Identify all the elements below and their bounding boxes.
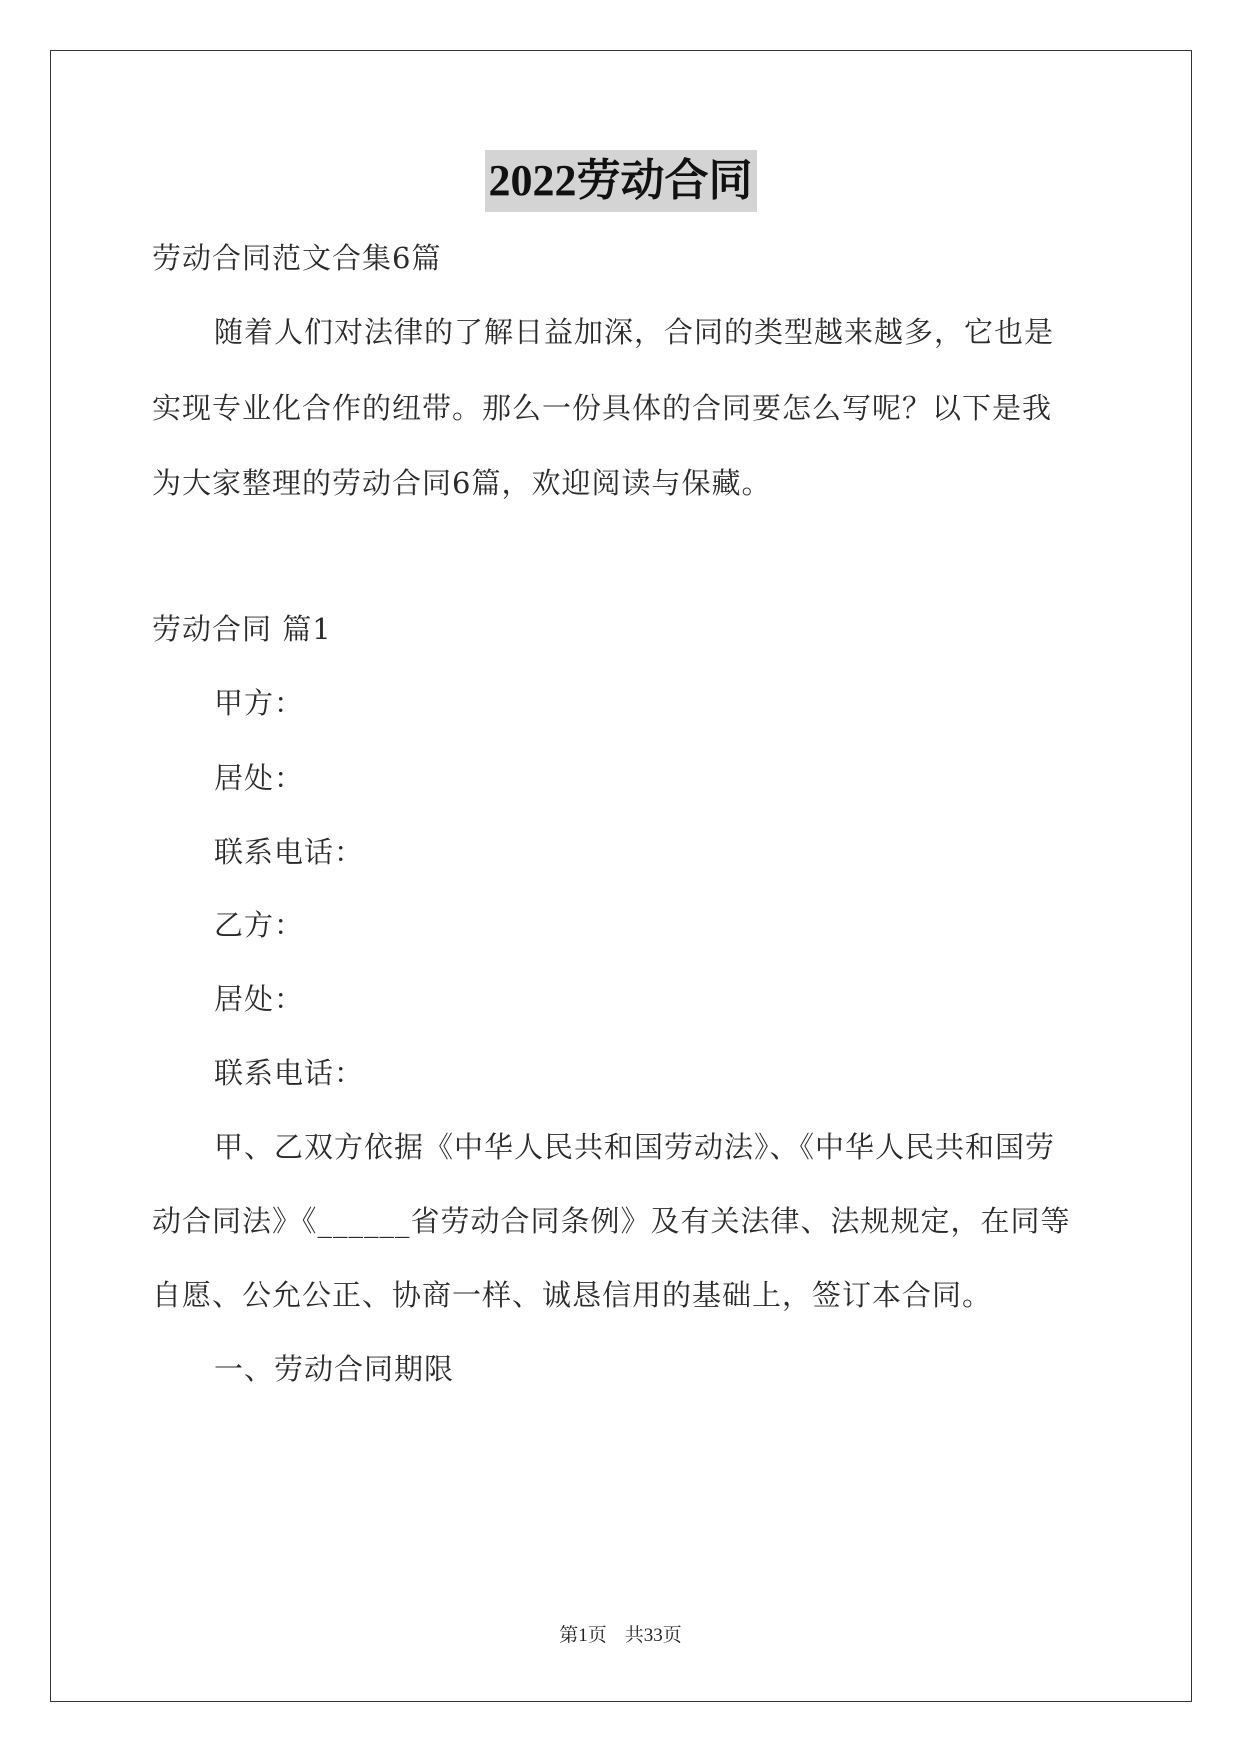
page-total: 共33页 xyxy=(624,1625,682,1646)
field-phone-a: 联系电话： xyxy=(214,835,365,869)
intro-line-3: 为大家整理的劳动合同6篇，欢迎阅读与保藏。 xyxy=(152,466,772,500)
page-border xyxy=(50,50,1192,1702)
field-phone-b: 联系电话： xyxy=(214,1056,365,1090)
section-heading: 劳动合同 篇1 xyxy=(152,612,332,646)
clause-heading: 一、劳动合同期限 xyxy=(214,1352,455,1386)
page-footer xyxy=(0,1624,1241,1648)
intro-line-1: 随着人们对法律的了解日益加深，合同的类型越来越多，它也是 xyxy=(214,315,1055,349)
field-party-b: 乙方： xyxy=(214,908,305,942)
field-address-a: 居处： xyxy=(214,761,305,795)
intro-line-2: 实现专业化合作的纽带。那么一份具体的合同要怎么写呢？以下是我 xyxy=(152,391,1053,425)
title-container xyxy=(0,150,1241,212)
page-number: 第1页 xyxy=(559,1625,607,1646)
body-line-1: 甲、乙双方依据《中华人民共和国劳动法》、《中华人民共和国劳 xyxy=(214,1130,1056,1164)
body-line-3: 自愿、公允公正、协商一样、诚恳信用的基础上，签订本合同。 xyxy=(152,1278,993,1312)
field-party-a: 甲方： xyxy=(214,686,305,720)
field-address-b: 居处： xyxy=(214,982,305,1016)
document-title: 2022劳动合同 xyxy=(485,150,757,212)
body-line-2: 动合同法》《______省劳动合同条例》及有关法律、法规规定，在同等 xyxy=(152,1204,1071,1238)
document-subtitle: 劳动合同范文合集6篇 xyxy=(152,241,442,275)
